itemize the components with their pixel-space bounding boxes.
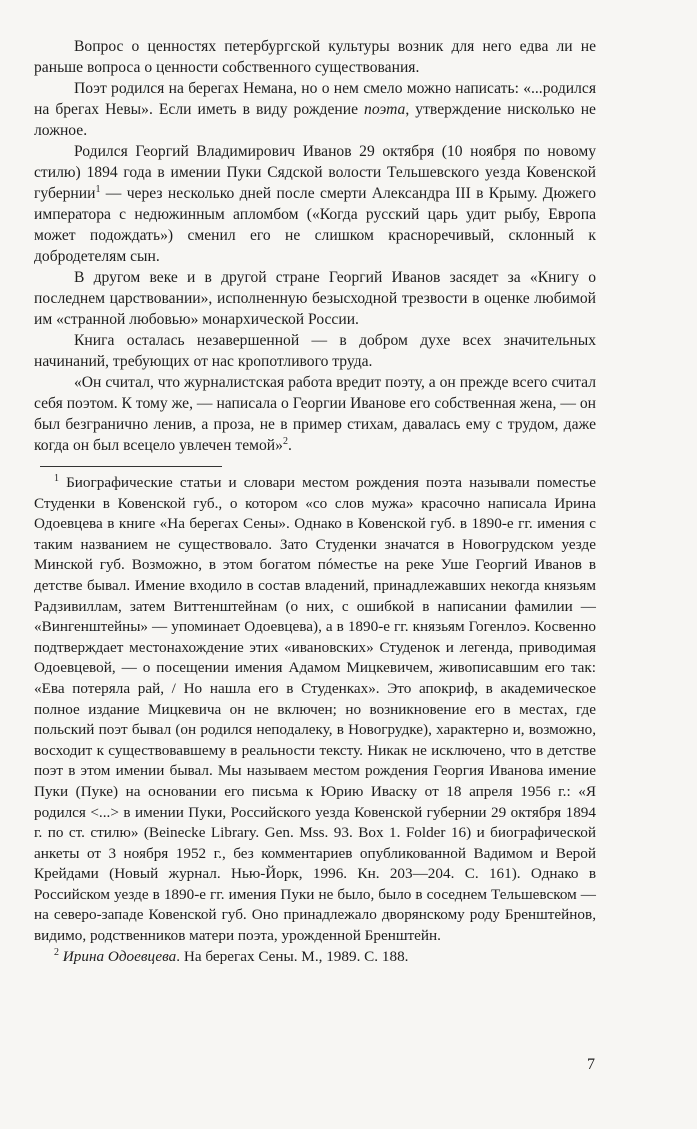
paragraph-6-text-b: . bbox=[287, 437, 292, 454]
paragraph-3 bbox=[34, 141, 596, 267]
page-content bbox=[34, 36, 596, 967]
footnote-ref-1: 1 bbox=[95, 183, 101, 195]
paragraph-2-italic-word: поэта bbox=[364, 101, 406, 118]
paragraph-4 bbox=[34, 267, 596, 330]
paragraph-2-text-b: , утверждение нисколько не ложное. bbox=[34, 101, 596, 139]
paragraph-2 bbox=[34, 78, 596, 141]
footnote-2 bbox=[34, 947, 596, 968]
paragraph-1-text: Вопрос о ценностях петербургской культуры возник для него едва ли не раньше вопроса о ценности собственного существования. bbox=[34, 38, 596, 76]
footnote-ref-2: 2 bbox=[282, 435, 288, 447]
footnotes bbox=[34, 466, 596, 967]
paragraph-2-text-a: Поэт родился на берегах Немана, но о нем смело можно написать: «...родился на брегах Невы». Если иметь в виду рождение bbox=[34, 80, 596, 118]
page-number: 7 bbox=[587, 1056, 595, 1073]
footnote-2-mark: 2 bbox=[54, 946, 59, 958]
footnote-1 bbox=[34, 473, 596, 947]
footnote-2-author: Ирина Одоевцева bbox=[62, 947, 177, 965]
paragraph-4-text: В другом веке и в другой стране Георгий Иванов засядет за «Книгу о последнем царствовании», исполненную безысходной трезвости в оценке любимой им «странной любовью» монархической России. bbox=[34, 269, 596, 328]
paragraph-6-text-a: «Он считал, что журналистская работа вредит поэту, а он прежде всего считал себя поэтом. К тому же, — написала о Георгии Иванове его собственная жена, — он был безгранично ленив, а проза, не в пример стихам, давалась ему с трудом, даже когда он был всецело увлечен темой» bbox=[34, 374, 596, 454]
paragraph-5 bbox=[34, 330, 596, 372]
paragraph-3-text-a: Родился Георгий Владимирович Иванов 29 октября (10 ноября по новому стилю) 1894 года в имении Пуки Сядской волости Тельшевского уезда Ковенской губернии bbox=[34, 143, 596, 202]
footnote-1-mark: 1 bbox=[54, 472, 59, 484]
paragraph-3-text-b: — через несколько дней после смерти Александра III в Крыму. Дюжего императора с недюжинным апломбом («Когда русский царь удит рыбу, Европа может подождать») сменил его не слишком красноречивый, склонный к добродетелям сын. bbox=[34, 185, 596, 265]
footnote-1-text: Биографические статьи и словари местом рождения поэта называли поместье Студенки в Ковенской губ., о котором «со слов мужа» красочно написала Ирина Одоевцева в книге «На берегах Сены». Однако в Ковенской губ. в 1890-е гг. имения с таким названием не существовало. Зато Студенки значатся в Новогрудском уезде Минской губ. Возможно, в этом богатом пóместье на реке Уше Георгий Иванов в детстве бывал. Имение входило в состав владений, принадлежавших некогда князьям Радзивиллам, затем Виттенштейнам (о них, с ошибкой в написании фамилии — «Вингенштейны» — упоминает Одоевцева), а в 1890-е гг. князьям Гогенлоэ. Косвенно подтверждает местонахождение этих «ивановских» Студенок и легенда, приводимая Одоевцевой, — о посещении имения Адамом Мицкевичем, живописавшим его так: «Ева потеряла рай, / Но нашла его в Студенках». Это апокриф, в академическое полное издание Мицкевича он не включен; но возникновение его в местах, где польский поэт бывал (он родился неподалеку, в Новогрудке), характерно и, возможно, восходит к существовавшему в реальности тексту. Никак не исключено, что в детстве поэт в этом имении бывал. Мы называем местом рождения Георгия Иванова имение Пуки (Пуке) на основании его письма к Юрию Иваску от 18 апреля 1956 г.: «Я родился <...> в имении Пуки, Российского уезда Ковенской губернии 29 октября 1894 г. по ст. стилю» (Beinecke Library. Gen. Mss. 93. Box 1. Folder 16) и биографической анкеты от 3 ноября 1952 г., без комментариев опубликованной Вадимом и Верой Крейдами (Новый журнал. Нью-Йорк, 1996. Кн. 203—204. С. 161). Однако в Российском уезде в 1890-е гг. имения Пуки не было, было в соседнем Тельшевском — на северо-западе Ковенской губ. Оно принадлежало дворянскому роду Бренштейнов, видимо, родственников матери поэта, урожденной Бренштейн. bbox=[34, 474, 597, 945]
paragraph-6 bbox=[34, 372, 596, 456]
main-text bbox=[34, 36, 596, 456]
paragraph-1 bbox=[34, 36, 596, 78]
footnote-2-text: . На берегах Сены. М., 1989. С. 188. bbox=[176, 947, 409, 965]
paragraph-5-text: Книга осталась незавершенной — в добром духе всех значительных начинаний, требующих от нас кропотливого труда. bbox=[34, 332, 596, 370]
footnote-divider bbox=[40, 466, 222, 467]
